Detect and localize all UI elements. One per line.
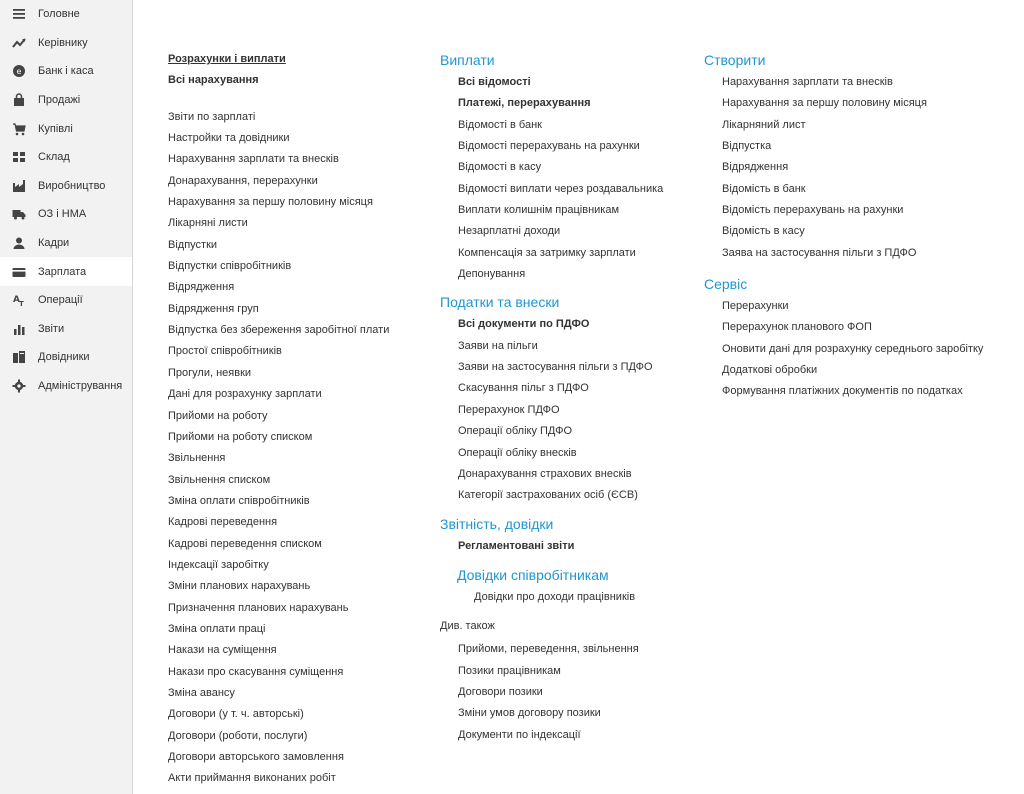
- books-icon: [12, 350, 26, 364]
- payroll-link[interactable]: Договори (у т. ч. авторські): [168, 708, 304, 721]
- payroll-link[interactable]: Акти приймання виконаних робіт: [168, 772, 336, 785]
- cart-icon: [12, 122, 26, 136]
- taxes-link[interactable]: Заяви на пільги: [458, 339, 538, 352]
- sidebar-item-13[interactable]: [0, 343, 132, 372]
- payments-link[interactable]: Відомості виплати через роздавальника: [458, 182, 664, 195]
- create-link[interactable]: Нарахування зарплати та внесків: [722, 76, 893, 88]
- payroll-link[interactable]: Зміни планових нарахувань: [168, 580, 311, 593]
- sidebar-item-label: Зарплата: [38, 265, 87, 278]
- employee-reference-link[interactable]: Довідки про доходи працівників: [474, 590, 636, 603]
- payments-link[interactable]: Компенсація за затримку зарплати: [458, 246, 636, 259]
- payroll-link[interactable]: Відрядження груп: [168, 302, 259, 315]
- link-payments-transfers[interactable]: Платежі, перерахування: [458, 97, 591, 110]
- service-link[interactable]: Оновити дані для розрахунку середнього заробітку: [722, 342, 984, 355]
- payroll-link[interactable]: Лікарняні листи: [168, 217, 248, 230]
- payroll-link[interactable]: Зміна оплати праці: [168, 622, 266, 635]
- link-regulated-reports[interactable]: Регламентовані звіти: [458, 539, 575, 552]
- sidebar-item-label: Склад: [38, 151, 70, 164]
- sidebar-item-label: Продажі: [38, 94, 81, 107]
- sidebar-item-6[interactable]: [0, 143, 132, 172]
- column-payments: [440, 48, 663, 746]
- link-all-accruals[interactable]: Всі нарахування: [168, 74, 259, 87]
- see-also-label: Див. також: [440, 620, 495, 633]
- sidebar-item-label: Довідники: [38, 351, 90, 364]
- user-icon: [12, 236, 26, 250]
- payroll-link[interactable]: Прийоми на роботу списком: [168, 430, 313, 443]
- section-title-reports: Звітність, довідки: [440, 515, 554, 532]
- taxes-link[interactable]: Перерахунок ПДФО: [458, 403, 560, 416]
- taxes-link[interactable]: Скасування пільг з ПДФО: [458, 382, 589, 395]
- payroll-link[interactable]: Договори авторського замовлення: [168, 751, 344, 763]
- bag-icon: [12, 93, 26, 107]
- svg-text:T: T: [19, 300, 24, 308]
- taxes-link[interactable]: Донарахування страхових внесків: [458, 467, 632, 480]
- payroll-link[interactable]: Відрядження: [168, 281, 235, 294]
- payroll-link[interactable]: Простої співробітників: [168, 345, 282, 358]
- sidebar-item-11[interactable]: [0, 286, 132, 315]
- sidebar-item-3[interactable]: [0, 57, 132, 86]
- payments-link[interactable]: Відомості в касу: [458, 161, 542, 174]
- sidebar: [0, 0, 133, 794]
- payments-link[interactable]: Незарплатні доходи: [458, 225, 561, 238]
- taxes-link[interactable]: Операції обліку внесків: [458, 446, 577, 459]
- column-create-service: [704, 48, 983, 403]
- payroll-link[interactable]: Договори (роботи, послуги): [168, 729, 308, 742]
- link-payroll-and-payments[interactable]: Розрахунки і виплати: [168, 53, 286, 65]
- grid-icon: [12, 150, 26, 164]
- taxes-links-list: [440, 336, 663, 507]
- payroll-link[interactable]: Кадрові переведення: [168, 516, 278, 529]
- payroll-link[interactable]: Зміна авансу: [168, 686, 235, 699]
- svg-text:e: e: [16, 67, 22, 77]
- section-title-service: Сервіс: [704, 276, 748, 293]
- taxes-link[interactable]: Заяви на застосування пільги з ПДФО: [458, 361, 653, 374]
- payroll-links-list: [168, 107, 389, 790]
- sidebar-nav: [0, 0, 132, 400]
- service-link[interactable]: Перерахунки: [722, 300, 789, 313]
- payroll-link[interactable]: Дані для розрахунку зарплати: [168, 388, 322, 401]
- bar-chart-icon: [12, 322, 26, 336]
- payroll-link[interactable]: Звільнення: [168, 452, 226, 465]
- column-payroll: [168, 48, 389, 790]
- taxes-link[interactable]: Категорії застрахованих осіб (ЄСВ): [458, 489, 638, 502]
- factory-icon: [12, 179, 26, 193]
- sidebar-item-12[interactable]: [0, 315, 132, 344]
- sidebar-item-9[interactable]: [0, 229, 132, 258]
- payments-link[interactable]: Виплати колишнім працівникам: [458, 204, 620, 217]
- create-link[interactable]: Відрядження: [722, 161, 789, 174]
- sidebar-item-5[interactable]: [0, 114, 132, 143]
- operations-icon: [12, 293, 26, 307]
- see-also-links-list: [440, 639, 663, 746]
- sidebar-item-label: Банк і каса: [38, 65, 94, 78]
- truck-icon: [12, 207, 26, 221]
- see-also-link[interactable]: Прийоми, переведення, звільнення: [458, 643, 639, 656]
- create-link[interactable]: Лікарняний лист: [722, 118, 806, 131]
- payroll-link[interactable]: Нарахування за першу половину місяця: [168, 196, 373, 209]
- payroll-link[interactable]: Індексації заробітку: [168, 558, 269, 571]
- taxes-link[interactable]: Операції обліку ПДФО: [458, 425, 573, 438]
- menu-icon: [12, 7, 26, 21]
- sidebar-item-label: Операції: [38, 294, 83, 307]
- payroll-link[interactable]: Відпустки співробітників: [168, 260, 292, 273]
- gear-icon: [12, 379, 26, 393]
- sidebar-item-label: Адміністрування: [38, 380, 123, 393]
- create-link[interactable]: Відомість перерахувань на рахунки: [722, 204, 904, 217]
- payments-link[interactable]: Депонування: [458, 268, 526, 281]
- sidebar-item-10[interactable]: [0, 257, 132, 286]
- see-also-link[interactable]: Договори позики: [458, 685, 543, 698]
- payroll-link[interactable]: Звіти по зарплаті: [168, 110, 256, 123]
- link-all-statements[interactable]: Всі відомості: [458, 76, 531, 88]
- sidebar-item-4[interactable]: [0, 86, 132, 115]
- payroll-link[interactable]: Зміна оплати співробітників: [168, 494, 310, 507]
- create-link[interactable]: Нарахування за першу половину місяця: [722, 97, 927, 110]
- employee-references-links-list: [440, 587, 663, 608]
- payments-links-list: [440, 115, 663, 286]
- section-title-employee-references: Довідки співробітникам: [457, 566, 609, 583]
- payroll-link[interactable]: Кадрові переведення списком: [168, 537, 322, 550]
- service-link[interactable]: Додаткові обробки: [722, 364, 818, 377]
- trend-icon: [12, 36, 26, 50]
- payroll-link[interactable]: Нарахування зарплати та внесків: [168, 153, 339, 166]
- sidebar-item-label: Кадри: [38, 237, 70, 250]
- service-link[interactable]: Перерахунок планового ФОП: [722, 321, 872, 334]
- link-all-pdfo-documents[interactable]: Всі документи по ПДФО: [458, 318, 590, 331]
- create-link[interactable]: Відомість в касу: [722, 225, 805, 238]
- section-title-payments: Виплати: [440, 52, 495, 68]
- service-link[interactable]: Формування платіжних документів по податках: [722, 385, 963, 398]
- payroll-link[interactable]: Відпустки: [168, 238, 218, 251]
- card-icon: [12, 265, 26, 279]
- see-also-link[interactable]: Зміни умов договору позики: [458, 707, 601, 720]
- svg-text:A: A: [13, 295, 20, 306]
- payments-link[interactable]: Відомості перерахувань на рахунки: [458, 140, 640, 153]
- payroll-link[interactable]: Накази про скасування суміщення: [168, 665, 344, 678]
- coin-icon: [12, 64, 26, 78]
- payroll-link[interactable]: Звільнення списком: [168, 473, 271, 486]
- sidebar-item-2[interactable]: [0, 29, 132, 58]
- create-link[interactable]: Відомість в банк: [722, 182, 806, 195]
- payroll-link[interactable]: Настройки та довідники: [168, 132, 290, 145]
- sidebar-item-label: ОЗ і НМА: [38, 208, 87, 221]
- service-links-list: [704, 296, 983, 403]
- payroll-link[interactable]: Прогули, неявки: [168, 366, 252, 379]
- payroll-link[interactable]: Призначення планових нарахувань: [168, 601, 349, 614]
- sidebar-item-label: Головне: [38, 8, 80, 21]
- sidebar-item-label: Виробництво: [38, 179, 106, 192]
- payroll-link[interactable]: Прийоми на роботу: [168, 409, 268, 422]
- sidebar-item-1[interactable]: [0, 0, 132, 29]
- sidebar-item-label: Керівнику: [38, 36, 88, 49]
- payroll-link[interactable]: Накази на суміщення: [168, 644, 277, 657]
- main-content: [134, 0, 1024, 794]
- sidebar-item-14[interactable]: [0, 372, 132, 401]
- section-title-taxes: Податки та внески: [440, 294, 560, 311]
- create-links-list: [704, 72, 983, 264]
- sidebar-item-7[interactable]: [0, 172, 132, 201]
- create-link[interactable]: Заява на застосування пільги з ПДФО: [722, 246, 917, 259]
- sidebar-item-label: Купівлі: [38, 122, 73, 135]
- sidebar-item-label: Звіти: [38, 322, 65, 335]
- payroll-link[interactable]: Відпустка без збереження заробітної плати: [168, 324, 390, 337]
- see-also-link[interactable]: Позики працівникам: [458, 664, 561, 677]
- payments-link[interactable]: Відомості в банк: [458, 118, 542, 131]
- section-title-create: Створити: [704, 52, 766, 68]
- payroll-link[interactable]: Донарахування, перерахунки: [168, 174, 318, 187]
- sidebar-item-8[interactable]: [0, 200, 132, 229]
- see-also-link[interactable]: Документи по індексації: [458, 728, 581, 741]
- create-link[interactable]: Відпустка: [722, 140, 772, 153]
